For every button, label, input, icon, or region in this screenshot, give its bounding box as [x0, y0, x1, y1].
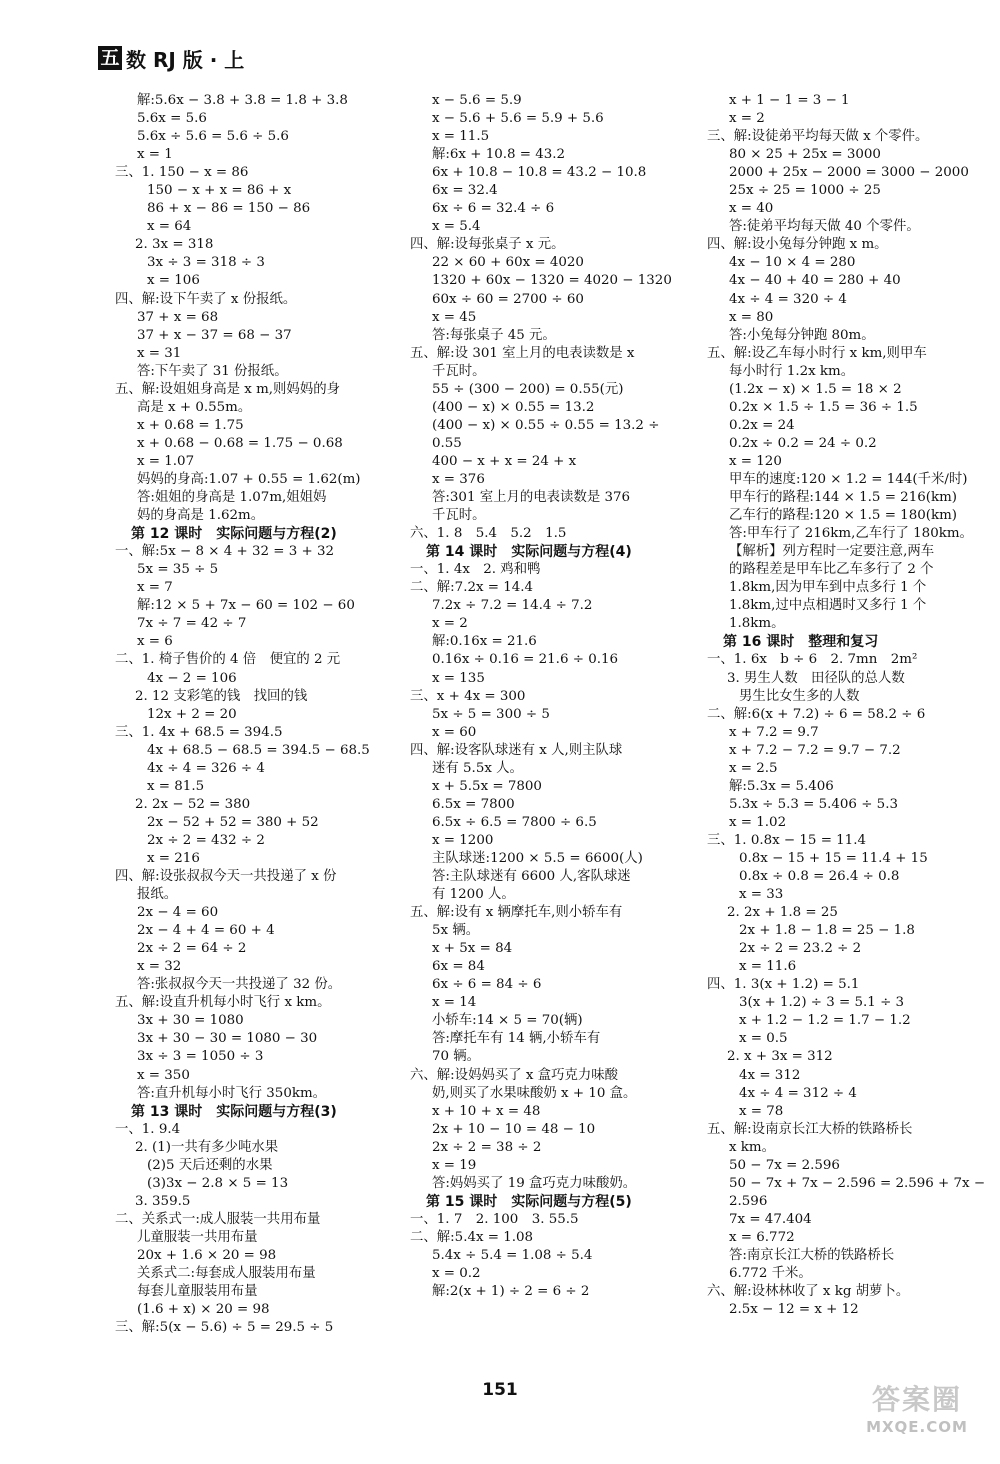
answer-line: 甲车的速度:120 × 1.2 = 144(千米/时) [729, 471, 968, 487]
answer-line: x + 5x = 84 [432, 941, 513, 957]
answer-line: 4x ÷ 4 = 326 ÷ 4 [147, 760, 265, 776]
answer-line: 四、解:设下午卖了 x 份报纸。 [115, 291, 297, 307]
answer-line: x = 2 [432, 616, 468, 632]
answer-line: 解:2(x + 1) ÷ 2 = 6 ÷ 2 [432, 1284, 590, 1300]
answer-line: x = 0.5 [739, 1031, 788, 1047]
answer-line: 5.3x ÷ 5.3 = 5.406 ÷ 5.3 [729, 796, 898, 812]
answer-line: 5x 辆。 [432, 923, 480, 939]
answer-line: 二、关系式一:成人服装一共用布量 [115, 1211, 321, 1227]
answer-line: 1.8km。 [729, 616, 785, 632]
answer-line: 37 + x − 37 = 68 − 37 [137, 327, 292, 343]
answer-line: x + 1 − 1 = 3 − 1 [729, 93, 850, 108]
answer-line: 2. 3x = 318 [135, 237, 214, 253]
answer-line: 四、解:设张叔叔今天一共投递了 x 份 [115, 869, 337, 885]
answer-line: 答:主队球迷有 6600 人,客队球迷 [432, 869, 631, 885]
answer-line: 五、解:设有 x 辆摩托车,则小轿车有 [410, 905, 623, 921]
answer-line: 三、1. 4x + 68.5 = 394.5 [115, 724, 283, 740]
answer-line: x − 5.6 + 5.6 = 5.9 + 5.6 [432, 111, 604, 127]
answer-line: 400 − x + x = 24 + x [432, 453, 577, 469]
answer-line: 三、1. 150 − x = 86 [115, 165, 249, 181]
answer-line: 37 + x = 68 [137, 309, 219, 325]
answer-line: x = 64 [147, 219, 192, 235]
answer-line: 4x = 312 [739, 1067, 801, 1083]
answer-line: 6x + 10.8 − 10.8 = 43.2 − 10.8 [432, 165, 647, 181]
answer-line: (1.6 + x) × 20 = 98 [137, 1302, 270, 1318]
answer-line: x = 19 [432, 1157, 477, 1173]
answer-line: 60x ÷ 60 = 2700 ÷ 60 [432, 291, 584, 307]
answer-line: x = 11.6 [739, 959, 797, 975]
answer-line: 六、解:设妈妈买了 x 盒巧克力味酸 [410, 1067, 619, 1083]
answer-line: 6.772 千米。 [729, 1266, 812, 1282]
answer-line: 关系式二:每套成人服装用布量 [137, 1266, 316, 1282]
answer-line: 【解析】列方程时一定要注意,两车 [729, 544, 935, 560]
answer-line: 四、解:设每张桌子 x 元。 [410, 237, 565, 253]
answer-line: 5x ÷ 5 = 300 ÷ 5 [432, 706, 550, 722]
answer-line: x = 40 [729, 201, 774, 217]
answer-line: x = 31 [137, 345, 182, 361]
answer-line: x = 6.772 [729, 1229, 795, 1245]
answer-line: 22 × 60 + 60x = 4020 [432, 255, 584, 271]
answer-line: 2.596 [729, 1193, 768, 1209]
answer-line: 的路程差是甲车比乙车多行了 2 个 [729, 562, 934, 578]
answer-line: 甲车行的路程:144 × 1.5 = 216(km) [729, 490, 957, 506]
answer-line: 1.8km,因为甲车到中点多行 1 个 [729, 580, 927, 596]
answer-line: 五、解:设乙车每小时行 x km,则甲车 [707, 345, 927, 361]
answer-line: 7x = 47.404 [729, 1211, 812, 1227]
answer-line: x = 78 [739, 1103, 784, 1119]
page-header [98, 46, 244, 70]
answer-line: 50 − 7x = 2.596 [729, 1157, 840, 1173]
answer-line: x + 0.68 = 1.75 [137, 417, 244, 433]
answer-line: 答:301 室上月的电表读数是 376 [432, 490, 631, 506]
answer-line: x km。 [729, 1139, 776, 1155]
answer-line: 儿童服装一共用布量 [137, 1229, 258, 1245]
answer-line: 2x ÷ 2 = 23.2 ÷ 2 [739, 941, 862, 957]
answer-line: x = 80 [729, 309, 774, 325]
answer-line: 3x ÷ 3 = 318 ÷ 3 [147, 255, 265, 271]
answer-line: (1.2x − x) × 1.5 = 18 × 2 [729, 381, 902, 397]
answer-line: 1.8km,过中点相遇时又多行 1 个 [729, 598, 927, 614]
answer-line: 4x − 10 × 4 = 280 [729, 255, 856, 271]
answer-line: x = 1 [137, 147, 173, 163]
answer-line: 5.6x = 5.6 [137, 111, 207, 127]
answer-line: x − 5.6 = 5.9 [432, 93, 522, 108]
answer-line: 答:甲车行了 216km,乙车行了 180km。 [729, 526, 973, 542]
section-heading: 第 15 课时 实际问题与方程(5) [426, 1193, 632, 1210]
section-heading: 第 16 课时 整理和复习 [723, 634, 879, 651]
answer-line: 12x + 2 = 20 [147, 706, 237, 722]
answer-line: x = 7 [137, 580, 173, 596]
answer-line: 0.55 [432, 435, 462, 451]
answer-line: 2x ÷ 2 = 38 ÷ 2 [432, 1139, 542, 1155]
answer-line: 一、1. 4x 2. 鸡和鸭 [410, 562, 541, 578]
answer-line: 五、解:设姐姐身高是 x m,则妈妈的身 [115, 381, 340, 397]
answer-line: 0.2x ÷ 0.2 = 24 ÷ 0.2 [729, 435, 877, 451]
answer-line: 乙车行的路程:120 × 1.5 = 180(km) [729, 508, 957, 524]
answer-line: x = 14 [432, 995, 477, 1011]
answer-line: 迷有 5.5x 人。 [432, 760, 523, 776]
answer-line: 0.8x − 15 + 15 = 11.4 + 15 [739, 850, 928, 866]
answer-line: 答:直升机每小时飞行 350km。 [137, 1085, 327, 1101]
answer-line: 4x ÷ 4 = 320 ÷ 4 [729, 291, 847, 307]
section-heading: 第 13 课时 实际问题与方程(3) [131, 1103, 337, 1120]
answer-line: x = 11.5 [432, 129, 490, 145]
answer-line: 55 ÷ (300 − 200) = 0.55(元) [432, 381, 624, 397]
answer-line: 答:摩托车有 14 辆,小轿车有 [432, 1031, 601, 1047]
answer-line: 6x ÷ 6 = 32.4 ÷ 6 [432, 201, 555, 217]
answer-line: x + 1.2 − 1.2 = 1.7 − 1.2 [739, 1013, 911, 1029]
answer-line: 二、解:6(x + 7.2) ÷ 6 = 58.2 ÷ 6 [707, 706, 926, 722]
watermark-text: 答案圈 [871, 1383, 962, 1416]
answer-line: x = 350 [137, 1067, 190, 1083]
answer-line: 一、1. 7 2. 100 3. 55.5 [410, 1211, 579, 1227]
answer-line: 2x + 10 − 10 = 48 − 10 [432, 1121, 596, 1137]
answer-line: x = 33 [739, 887, 784, 903]
answer-line: x = 106 [147, 273, 200, 289]
answer-line: x = 45 [432, 309, 477, 325]
answer-line: 4x − 2 = 106 [147, 670, 237, 686]
answer-line: 7x ÷ 7 = 42 ÷ 7 [137, 616, 247, 632]
answer-line: 答:张叔叔今天一共投递了 32 份。 [137, 977, 342, 993]
answer-line: x = 2.5 [729, 760, 778, 776]
answer-line: 3. 359.5 [135, 1193, 191, 1209]
answer-line: 80 × 25 + 25x = 3000 [729, 147, 881, 163]
answer-line: 四、1. 3(x + 1.2) = 5.1 [707, 977, 860, 993]
answer-line: 6x = 32.4 [432, 183, 498, 199]
answer-line: 五、解:设南京长江大桥的铁路桥长 [707, 1121, 913, 1137]
answer-line: 答:徒弟平均每天做 40 个零件。 [729, 219, 920, 235]
answer-line: 3. 男生人数 田径队的总人数 [727, 670, 905, 686]
answer-line: 2x + 1.8 − 1.8 = 25 − 1.8 [739, 923, 915, 939]
answer-line: x = 0.2 [432, 1266, 481, 1282]
answer-line: 2. 2x − 52 = 380 [135, 796, 251, 812]
answer-line: 3(x + 1.2) ÷ 3 = 5.1 ÷ 3 [739, 995, 905, 1011]
answer-line: 答:小兔每分钟跑 80m。 [729, 327, 875, 343]
answer-line: 妈妈的身高:1.07 + 0.55 = 1.62(m) [137, 471, 361, 487]
answer-line: 五、解:设 301 室上月的电表读数是 x [410, 345, 635, 361]
answer-line: 0.16x ÷ 0.16 = 21.6 ÷ 0.16 [432, 652, 619, 668]
answer-line: 6x = 84 [432, 959, 485, 975]
answer-line: 一、1. 6x b ÷ 6 2. 7mn 2m² [707, 652, 918, 668]
book-title: 数 RJ 版 · 上 [126, 47, 245, 72]
answer-column-1 [115, 92, 387, 1337]
answer-line: 报纸。 [137, 887, 178, 903]
answer-line: 2000 + 25x − 2000 = 3000 − 2000 [729, 165, 969, 181]
answer-line: 86 + x − 86 = 150 − 86 [147, 201, 311, 217]
answer-line: (400 − x) × 0.55 = 13.2 [432, 399, 595, 415]
answer-line: 20x + 1.6 × 20 = 98 [137, 1248, 277, 1263]
grade-badge: 五 [98, 46, 122, 70]
answer-line: x = 135 [432, 670, 485, 686]
answer-line: 5x = 35 ÷ 5 [137, 562, 219, 578]
answer-line: 25x ÷ 25 = 1000 ÷ 25 [729, 183, 881, 199]
answer-line: 2x ÷ 2 = 64 ÷ 2 [137, 941, 247, 957]
answer-line: 6.5x = 7800 [432, 796, 515, 812]
answer-line: 小轿车:14 × 5 = 70(辆) [432, 1013, 583, 1029]
answer-line: x = 81.5 [147, 778, 205, 794]
answer-line: 2x − 4 + 4 = 60 + 4 [137, 923, 275, 939]
answer-line: 四、解:设客队球迷有 x 人,则主队球 [410, 742, 623, 758]
answer-line: x = 376 [432, 471, 485, 487]
answer-line: 2.5x − 12 = x + 12 [729, 1302, 859, 1318]
answer-line: 千瓦时。 [432, 363, 486, 379]
answer-line: 答:下午卖了 31 份报纸。 [137, 363, 288, 379]
answer-line: (3)3x − 2.8 × 5 = 13 [147, 1175, 289, 1191]
answer-line: 解:6x + 10.8 = 43.2 [432, 147, 566, 163]
answer-line: 5.6x ÷ 5.6 = 5.6 ÷ 5.6 [137, 129, 289, 145]
answer-line: 有 1200 人。 [432, 887, 515, 903]
answer-line: 一、1. 9.4 [115, 1121, 181, 1137]
answer-line: 男生比女生多的人数 [739, 688, 860, 704]
answer-line: 二、解:7.2x = 14.4 [410, 580, 534, 596]
answer-line: 2x − 52 + 52 = 380 + 52 [147, 814, 319, 830]
answer-line: 3x ÷ 3 = 1050 ÷ 3 [137, 1049, 264, 1065]
answer-line: 解:12 × 5 + 7x − 60 = 102 − 60 [137, 598, 355, 614]
answer-line: x + 0.68 − 0.68 = 1.75 − 0.68 [137, 435, 343, 451]
section-heading: 第 14 课时 实际问题与方程(4) [426, 544, 632, 561]
answer-line: x + 7.2 = 9.7 [729, 724, 819, 740]
answer-line: (400 − x) × 0.55 ÷ 0.55 = 13.2 ÷ [432, 417, 660, 433]
answer-line: x = 1.07 [137, 453, 195, 469]
watermark-url: MXQE.COM [866, 1418, 968, 1436]
answer-line: 二、解:5.4x = 1.08 [410, 1229, 534, 1245]
answer-line: 五、解:设直升机每小时飞行 x km。 [115, 995, 331, 1011]
answer-line: 三、解:5(x − 5.6) ÷ 5 = 29.5 ÷ 5 [115, 1320, 334, 1336]
answer-line: 2x ÷ 2 = 432 ÷ 2 [147, 832, 265, 848]
answer-line: 每小时行 1.2x km。 [729, 363, 855, 379]
answer-line: 4x ÷ 4 = 312 ÷ 4 [739, 1085, 857, 1101]
answer-line: x + 5.5x = 7800 [432, 778, 542, 794]
answer-line: 0.2x = 24 [729, 417, 795, 433]
watermark-logo [848, 1378, 986, 1450]
section-heading: 第 12 课时 实际问题与方程(2) [131, 526, 337, 543]
answer-line: 答:南京长江大桥的铁路桥长 [729, 1248, 895, 1263]
answer-line: 二、1. 椅子售价的 4 倍 便宜的 2 元 [115, 652, 341, 668]
answer-line: 答:每张桌子 45 元。 [432, 327, 556, 343]
answer-line: 0.2x × 1.5 ÷ 1.5 = 36 ÷ 1.5 [729, 399, 918, 415]
answer-line: 一、解:5x − 8 × 4 + 32 = 3 + 32 [115, 544, 335, 560]
answer-line: 50 − 7x + 7x − 2.596 = 2.596 + 7x − [729, 1175, 986, 1191]
answer-line: 高是 x + 0.55m。 [137, 399, 252, 415]
answer-line: 解:5.6x − 3.8 + 3.8 = 1.8 + 3.8 [137, 93, 348, 108]
answer-line: 5.4x ÷ 5.4 = 1.08 ÷ 5.4 [432, 1248, 593, 1263]
answer-line: 三、解:设徒弟平均每天做 x 个零件。 [707, 129, 929, 145]
answer-column-3 [707, 92, 986, 1319]
answer-line: 2. (1)一共有多少吨水果 [135, 1139, 279, 1155]
answer-line: 4x + 68.5 − 68.5 = 394.5 − 68.5 [147, 742, 370, 758]
answer-line: 0.8x ÷ 0.8 = 26.4 ÷ 0.8 [739, 869, 900, 885]
answer-line: 6x ÷ 6 = 84 ÷ 6 [432, 977, 542, 993]
answer-line: x = 60 [432, 724, 477, 740]
answer-line: 2x − 4 = 60 [137, 905, 219, 921]
answer-line: 每套儿童服装用布量 [137, 1284, 258, 1300]
answer-line: 六、解:设林林收了 x kg 胡萝卜。 [707, 1284, 910, 1300]
answer-line: 妈的身高是 1.62m。 [137, 508, 265, 524]
answer-line: 四、解:设小兔每分钟跑 x m。 [707, 237, 888, 253]
answer-line: 2. 2x + 1.8 = 25 [727, 905, 838, 921]
answer-line: 答:妈妈买了 19 盒巧克力味酸奶。 [432, 1175, 637, 1191]
answer-line: x = 5.4 [432, 219, 481, 235]
answer-line: 1320 + 60x − 1320 = 4020 − 1320 [432, 273, 672, 289]
answer-line: 三、x + 4x = 300 [410, 688, 526, 704]
answer-line: x = 2 [729, 111, 765, 127]
answer-column-2 [410, 92, 682, 1301]
answer-line: x = 32 [137, 959, 182, 975]
page-number: 151 [482, 1380, 518, 1400]
answer-line: (2)5 天后还剩的水果 [147, 1157, 273, 1173]
answer-line: 3x + 30 − 30 = 1080 − 30 [137, 1031, 318, 1047]
answer-line: x + 7.2 − 7.2 = 9.7 − 7.2 [729, 742, 901, 758]
answer-line: 7.2x ÷ 7.2 = 14.4 ÷ 7.2 [432, 598, 593, 614]
answer-line: x = 1.02 [729, 814, 787, 830]
answer-line: 150 − x + x = 86 + x [147, 183, 292, 199]
answer-line: 6.5x ÷ 6.5 = 7800 ÷ 6.5 [432, 814, 597, 830]
answer-line: 解:5.3x = 5.406 [729, 778, 834, 794]
answer-line: 奶,则买了水果味酸奶 x + 10 盒。 [432, 1085, 637, 1101]
answer-line: x = 216 [147, 850, 200, 866]
answer-line: 2. x + 3x = 312 [727, 1049, 833, 1065]
answer-line: 4x − 40 + 40 = 280 + 40 [729, 273, 901, 289]
answer-line: 主队球迷:1200 × 5.5 = 6600(人) [432, 850, 643, 866]
answer-line: 千瓦时。 [432, 508, 486, 524]
answer-line: 70 辆。 [432, 1049, 481, 1065]
answer-line: x + 10 + x = 48 [432, 1103, 541, 1119]
answer-line: x = 120 [729, 453, 782, 469]
answer-line: 2. 12 支彩笔的钱 找回的钱 [135, 688, 308, 704]
answer-line: 六、1. 8 5.4 5.2 1.5 [410, 526, 567, 542]
answer-line: 答:姐姐的身高是 1.07m,姐姐妈 [137, 490, 327, 506]
answer-line: 3x + 30 = 1080 [137, 1013, 244, 1029]
answer-line: x = 1200 [432, 832, 494, 848]
answer-line: 解:0.16x = 21.6 [432, 634, 537, 650]
answer-line: x = 6 [137, 634, 173, 650]
answer-line: 三、1. 0.8x − 15 = 11.4 [707, 832, 866, 848]
